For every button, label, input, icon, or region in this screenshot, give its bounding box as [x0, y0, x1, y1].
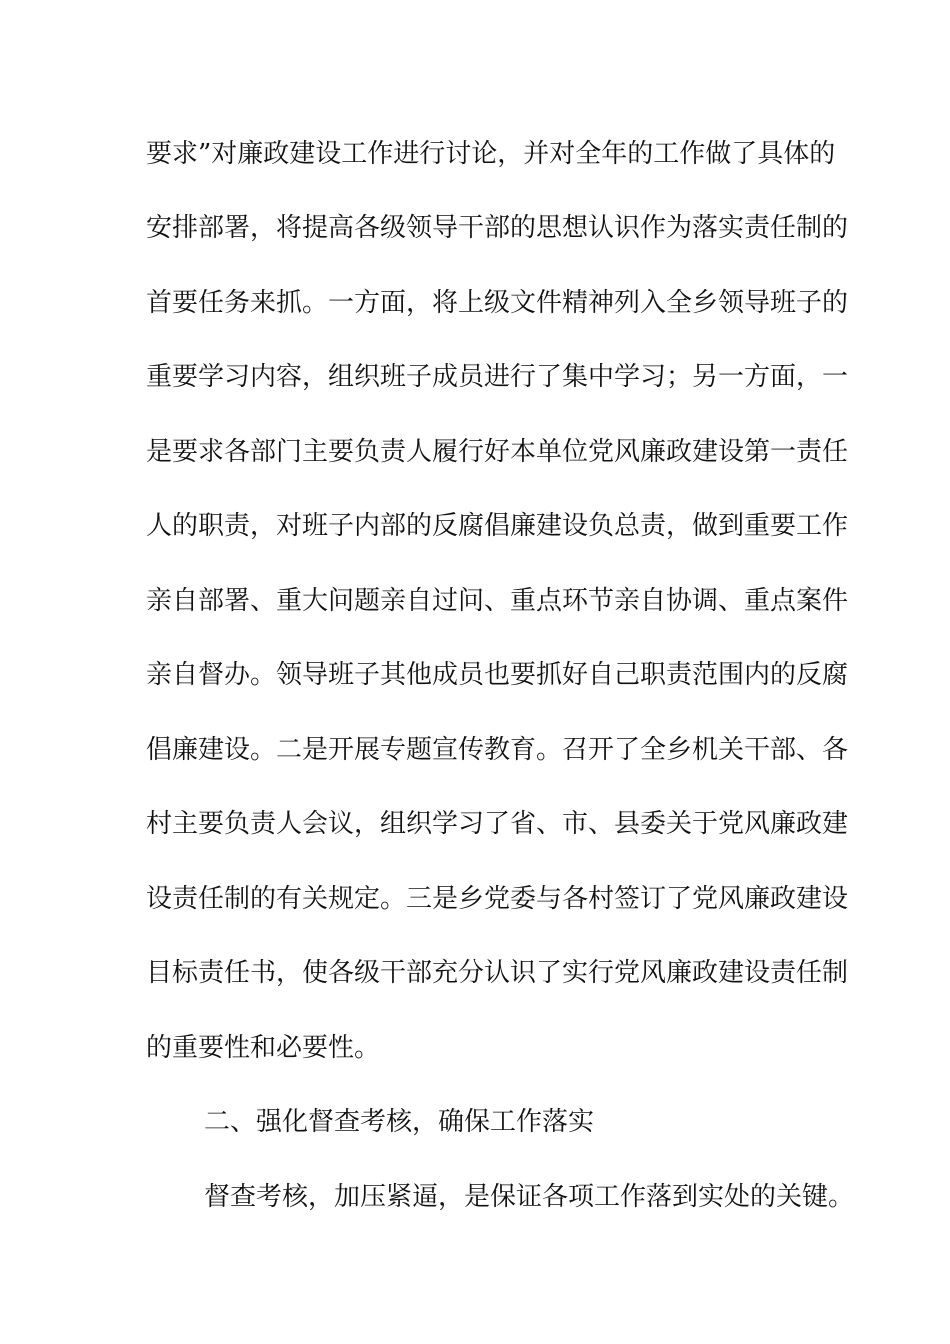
body-text-line: 的重要性和必要性。 [146, 1033, 381, 1063]
body-text-line: 首要任务来抓。一方面，将上级文件精神列入全乡领导班子的 [146, 288, 849, 318]
body-text-line: 安排部署，将提高各级领导干部的思想认识作为落实责任制的 [146, 213, 849, 243]
body-text-line: 亲自部署、重大问题亲自过问、重点环节亲自协调、重点案件 [146, 586, 849, 616]
body-text-line: 目标责任书，使各级干部充分认识了实行党风廉政建设责任制 [146, 958, 849, 988]
body-text-line: 亲自督办。领导班子其他成员也要抓好自己职责范围内的反腐 [146, 660, 849, 690]
body-text-line: 要求”对廉政建设工作进行讨论，并对全年的工作做了具体的 [146, 139, 836, 169]
body-text-line: 重要学习内容，组织班子成员进行了集中学习；另一方面，一 [146, 362, 849, 392]
body-text-line: 人的职责，对班子内部的反腐倡廉建设负总责，做到重要工作 [146, 511, 849, 541]
body-text-line: 是要求各部门主要负责人履行好本单位党风廉政建设第一责任 [146, 437, 849, 467]
body-text-line: 设责任制的有关规定。三是乡党委与各村签订了党风廉政建设 [146, 884, 849, 914]
body-text-line: 倡廉建设。二是开展专题宣传教育。召开了全乡机关干部、各 [146, 735, 849, 765]
paragraph-first-line: 督查考核，加压紧逼，是保证各项工作落到实处的关键。 [204, 1182, 855, 1212]
section-heading: 二、强化督查考核，确保工作落实 [204, 1107, 595, 1137]
body-text-line: 村主要负责人会议，组织学习了省、市、县委关于党风廉政建 [146, 809, 849, 839]
